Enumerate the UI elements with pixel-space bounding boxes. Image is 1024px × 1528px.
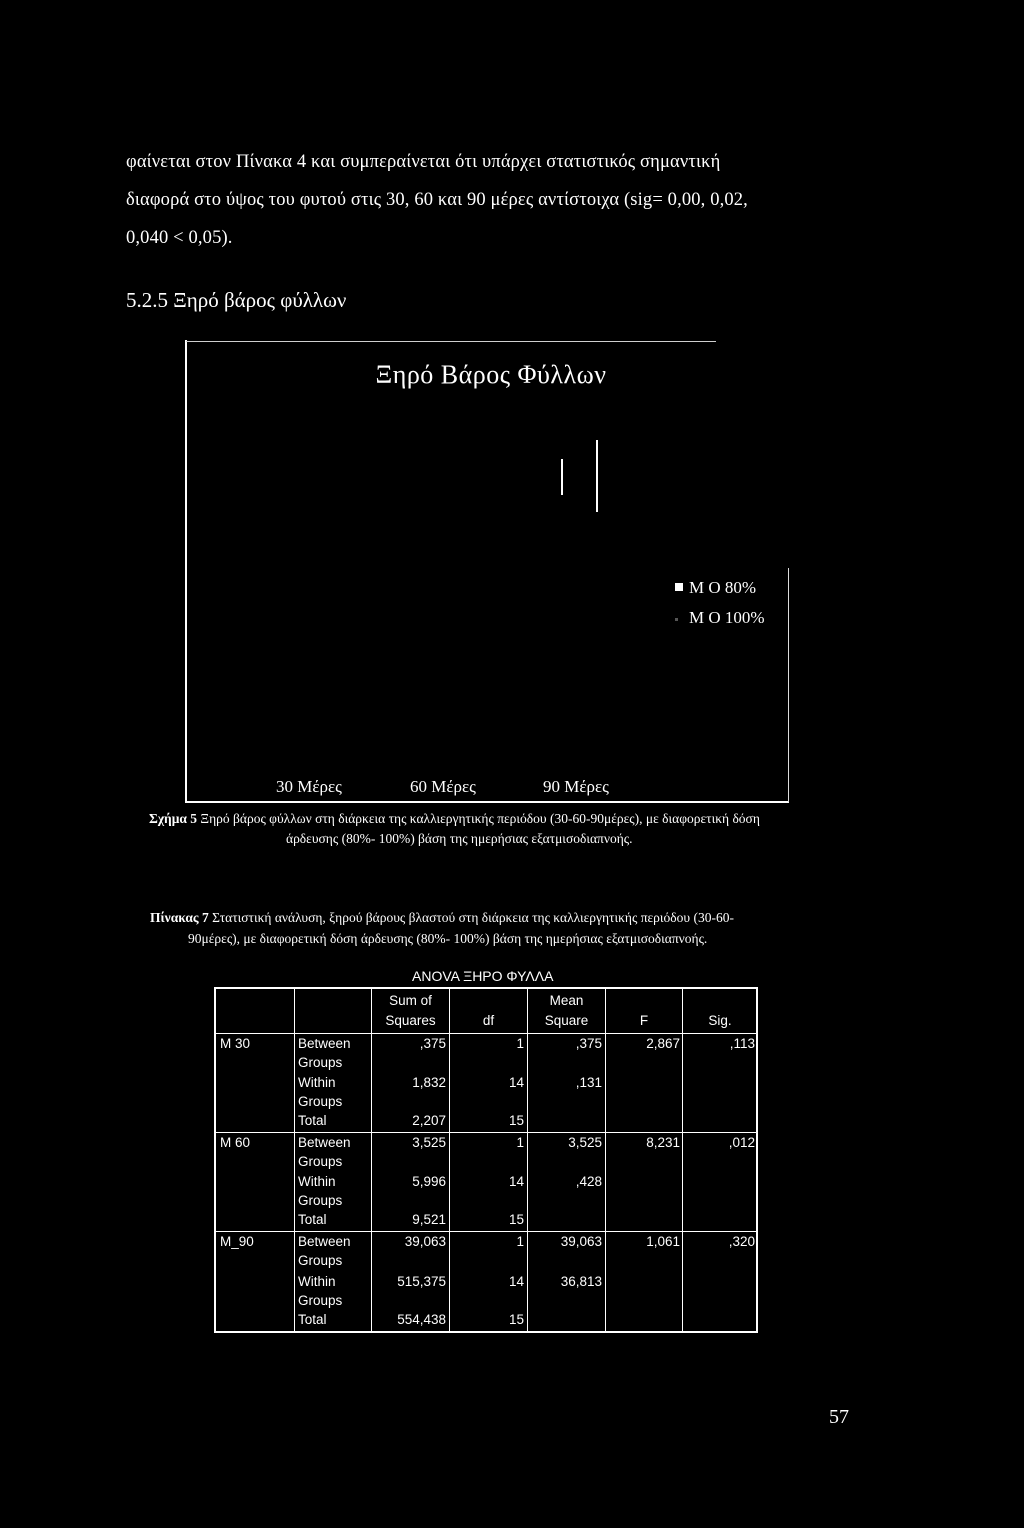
m90-within-df: 14 <box>508 1274 524 1289</box>
m90-within-ss: 515,375 <box>397 1274 446 1289</box>
m90-total-label: Total <box>298 1312 327 1327</box>
header-sig: Sig. <box>708 1013 732 1028</box>
paragraph-line-3: 0,040 < 0,05). <box>126 228 233 248</box>
m60-between-label-2: Groups <box>298 1154 343 1169</box>
m90-between-f: 1,061 <box>646 1234 680 1249</box>
legend-swatch-80 <box>675 583 683 591</box>
m60-within-df: 14 <box>508 1174 524 1189</box>
error-bar-90-100 <box>596 440 598 512</box>
m60-between-ss: 3,525 <box>412 1135 446 1150</box>
m30-between-label-2: Groups <box>298 1055 343 1070</box>
m30-within-df: 14 <box>508 1075 524 1090</box>
m60-between-ms: 3,525 <box>568 1135 602 1150</box>
page-number: 57 <box>829 1406 849 1428</box>
m30-between-ms: ,375 <box>575 1036 602 1051</box>
m30-within-label-2: Groups <box>298 1094 343 1109</box>
table-caption-line-2: 90μέρες), με διαφορετική δόση άρδευσης (80%- 100%) βάση της ημερήσιας εξατμισοδιαπνοής. <box>188 931 708 946</box>
m30-between-f: 2,867 <box>646 1036 680 1051</box>
m30-between-sig: ,113 <box>729 1036 755 1051</box>
legend-label-100: Μ Ο 100% <box>689 608 765 627</box>
m30-between-label-1: Between <box>298 1036 351 1051</box>
m30-between-df: 1 <box>516 1036 524 1051</box>
figure-caption-text: Ξηρό βάρος φύλλων στη διάρκεια της καλλιεργητικής περιόδου (30-60-90μέρες), με διαφορετική δόση <box>197 811 760 826</box>
anova-vline-1 <box>294 987 295 1333</box>
m30-between-ss: ,375 <box>419 1036 446 1051</box>
legend-swatch-100 <box>675 618 678 621</box>
group-label-m60: Μ 60 <box>220 1135 251 1150</box>
header-df: df <box>482 1013 495 1028</box>
legend-label-80: Μ Ο 80% <box>689 578 757 597</box>
section-heading: 5.2.5 Ξηρό βάρος φύλλων <box>126 288 347 312</box>
m30-total-ss: 2,207 <box>412 1113 446 1128</box>
m60-between-df: 1 <box>516 1135 524 1150</box>
m90-between-df: 1 <box>516 1234 524 1249</box>
m90-total-ss: 554,438 <box>397 1312 446 1327</box>
chart-frame-right-edge <box>788 568 789 802</box>
table-caption-label: Πίνακας 7 <box>150 910 209 925</box>
m90-within-ms: 36,813 <box>560 1274 602 1289</box>
group-label-m30: Μ 30 <box>220 1036 251 1051</box>
m90-between-label-1: Between <box>298 1234 351 1249</box>
error-bar-90-80 <box>561 459 563 495</box>
header-squares: Squares <box>385 1013 436 1028</box>
anova-title: ANOVA ΞΗΡΟ ΦΥΛΛΑ <box>412 968 554 984</box>
m90-between-sig: ,320 <box>728 1234 755 1249</box>
figure-caption-line-2: άρδευσης (80%- 100%) βάση της ημερήσιας εξατμισοδιαπνοής. <box>286 831 633 846</box>
m60-within-label-2: Groups <box>298 1193 343 1208</box>
x-tick-30: 30 Μέρες <box>276 777 342 796</box>
paragraph-line-2: διαφορά στο ύψος του φυτού στις 30, 60 και 90 μέρες αντίστοιχα (sig= 0,00, 0,02, <box>126 190 748 210</box>
m60-between-sig: ,012 <box>728 1135 755 1150</box>
m60-between-label-1: Between <box>298 1135 351 1150</box>
m90-total-df: 15 <box>508 1312 524 1327</box>
table-caption-line-1 <box>150 910 734 926</box>
m30-within-label-1: Within <box>298 1075 336 1090</box>
legend-item-100 <box>675 608 765 628</box>
x-tick-90: 90 Μέρες <box>543 777 609 796</box>
m60-within-ms: ,428 <box>575 1174 602 1189</box>
m30-within-ms: ,131 <box>575 1075 602 1090</box>
chart-title: Ξηρό Βάρος Φύλλων <box>375 360 607 389</box>
group-label-m90: M_90 <box>220 1234 254 1249</box>
x-tick-60: 60 Μέρες <box>410 777 476 796</box>
m60-total-ss: 9,521 <box>412 1212 446 1227</box>
m90-between-ms: 39,063 <box>560 1234 602 1249</box>
m60-between-f: 8,231 <box>646 1135 680 1150</box>
header-f: F <box>639 1013 649 1028</box>
header-sum-of: Sum of <box>389 993 432 1008</box>
m90-within-label-2: Groups <box>298 1293 343 1308</box>
chart-frame <box>185 340 789 803</box>
table-caption-text: Στατιστική ανάλυση, ξηρού βάρους βλαστού στη διάρκεια της καλλιεργητικής περιόδου (30-60- <box>208 910 734 925</box>
header-square: Square <box>544 1013 589 1028</box>
m90-between-ss: 39,063 <box>404 1234 446 1249</box>
m60-within-label-1: Within <box>298 1174 336 1189</box>
m60-total-df: 15 <box>508 1212 524 1227</box>
legend-item-80 <box>675 578 756 598</box>
m90-between-label-2: Groups <box>298 1253 343 1268</box>
paragraph-line-1: φαίνεται στον Πίνακα 4 και συμπεραίνεται ότι υπάρχει στατιστικός σημαντική <box>126 152 721 172</box>
m30-total-df: 15 <box>508 1113 524 1128</box>
m60-within-ss: 5,996 <box>412 1174 446 1189</box>
m90-within-label-1: Within <box>298 1274 336 1289</box>
figure-caption-line-1 <box>149 811 760 827</box>
m60-total-label: Total <box>298 1212 327 1227</box>
anova-table <box>214 987 758 1333</box>
chart-frame-top-edge <box>186 341 716 342</box>
m30-total-label: Total <box>298 1113 327 1128</box>
m30-within-ss: 1,832 <box>412 1075 446 1090</box>
header-mean: Mean <box>549 993 584 1008</box>
figure-caption-label: Σχήμα 5 <box>149 811 198 826</box>
